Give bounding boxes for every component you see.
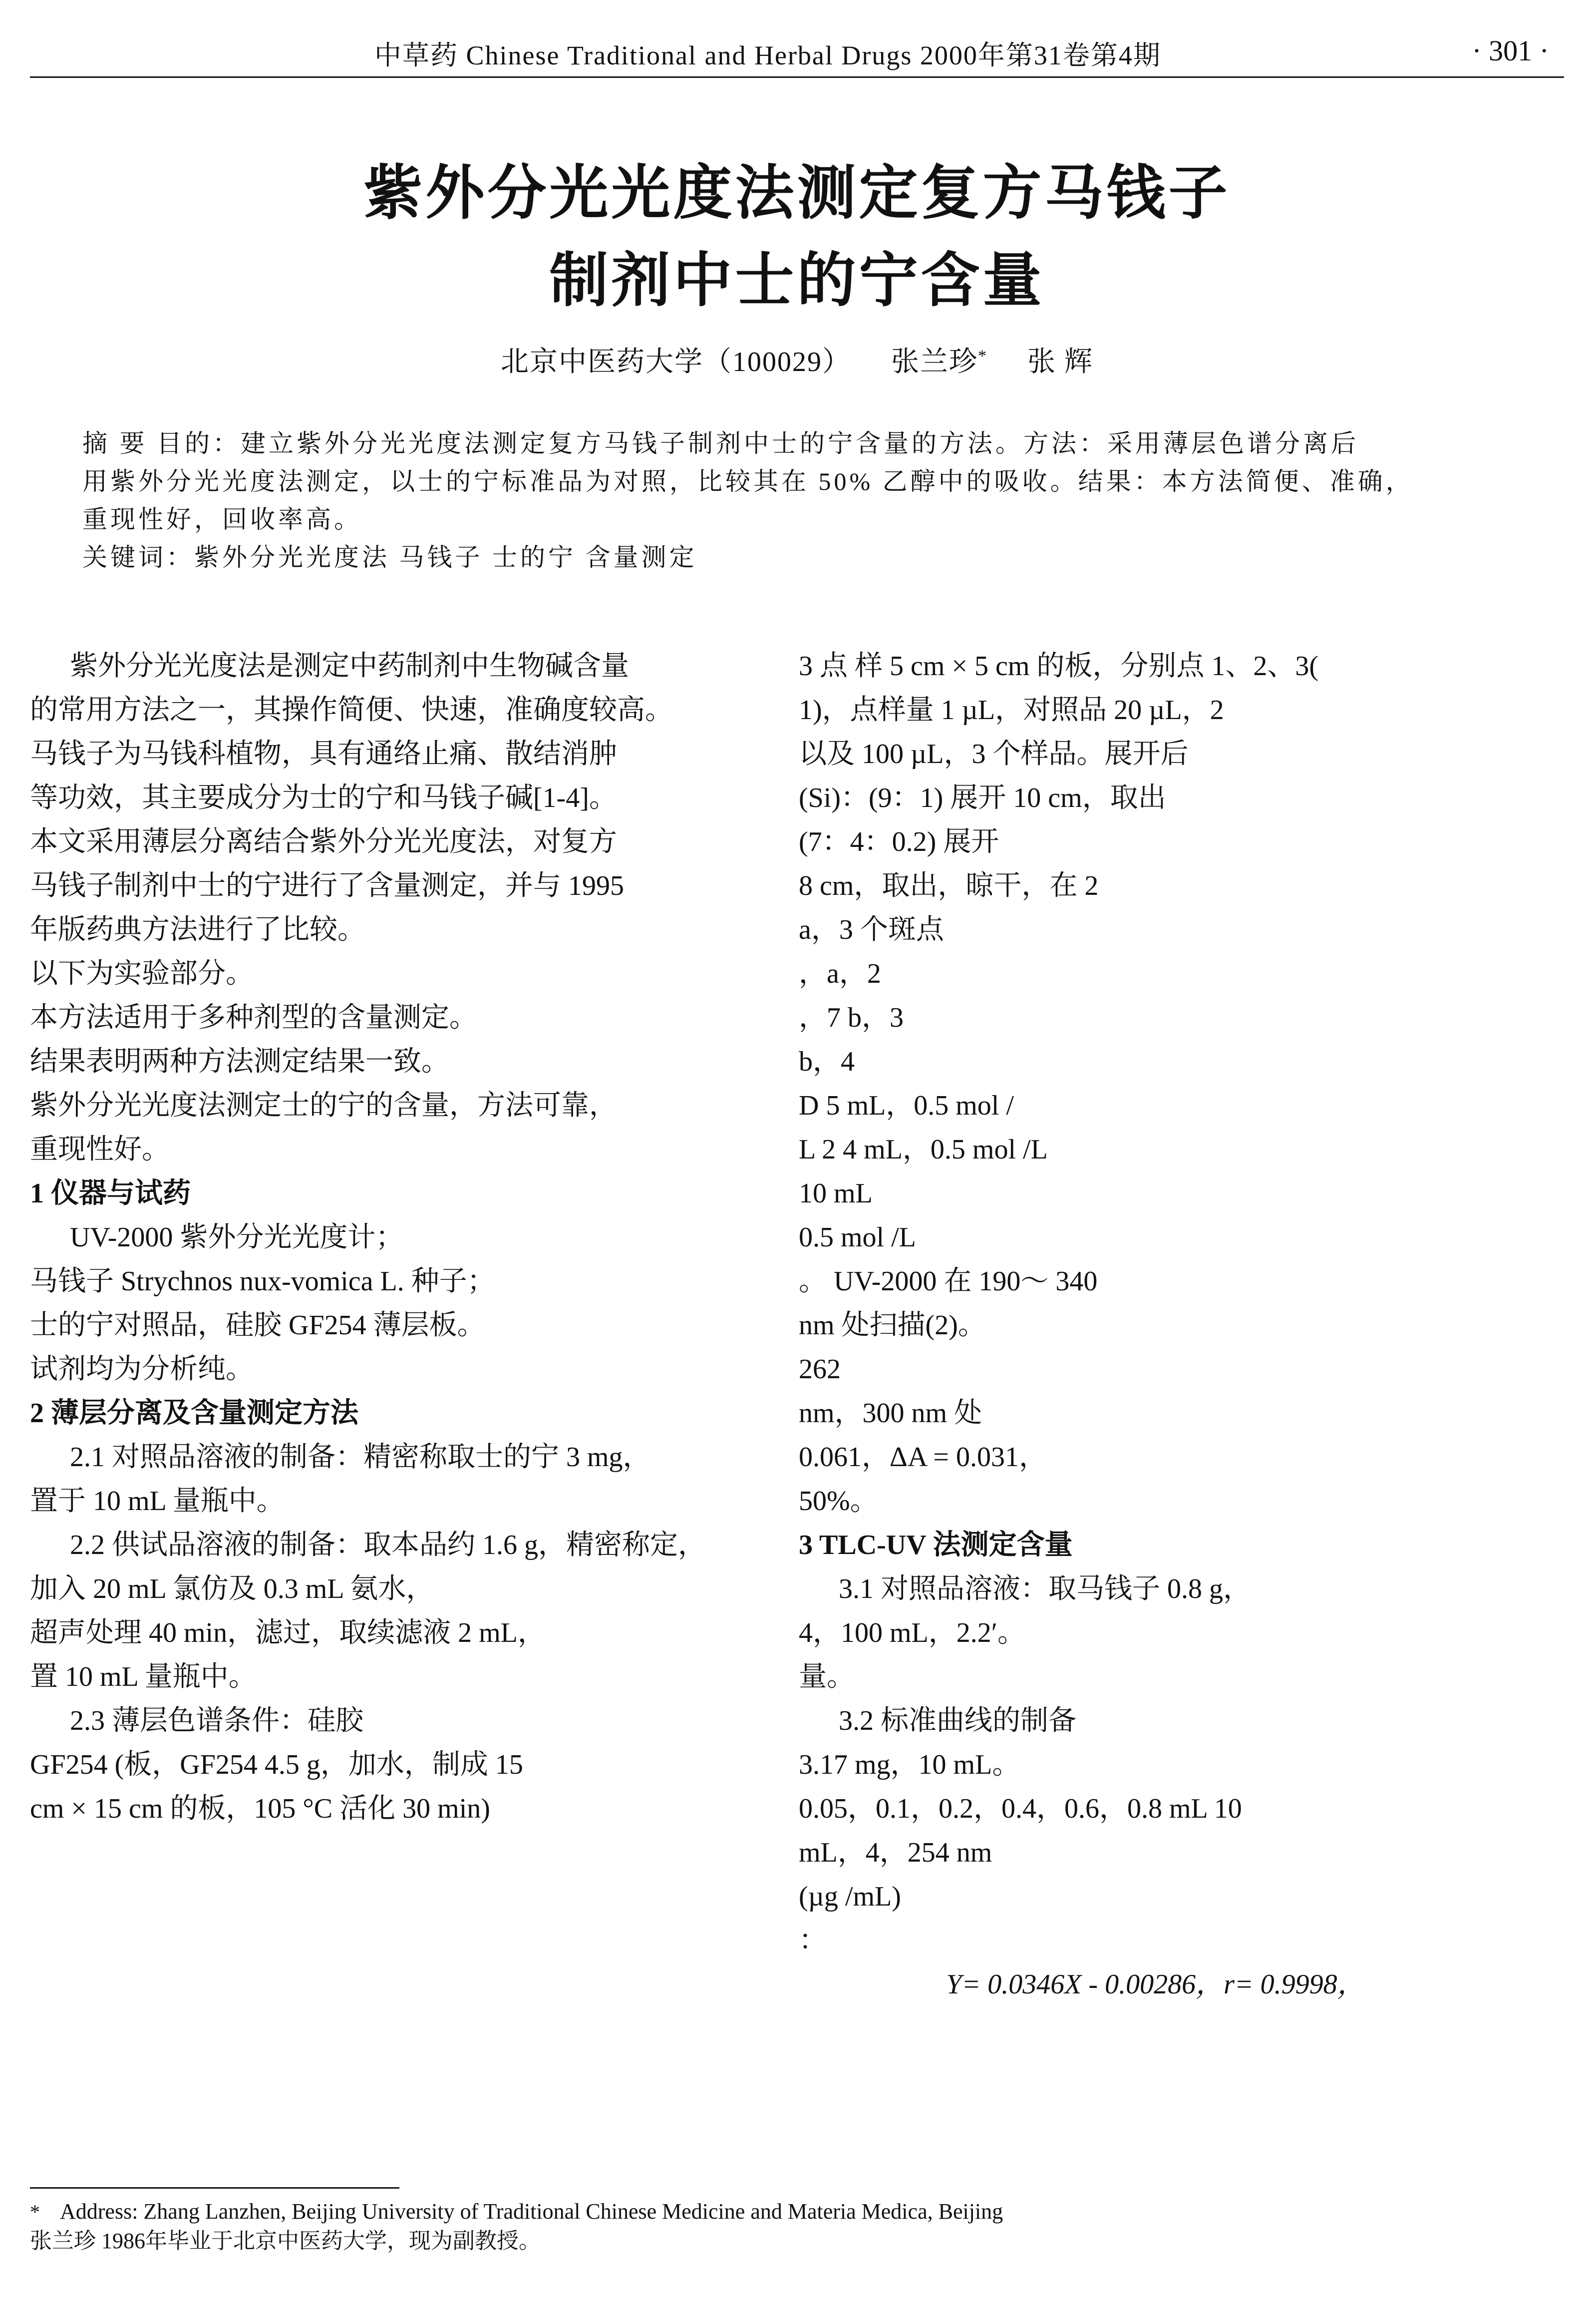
paragraph: UV-2000 紫外分光光度计； xyxy=(70,1222,404,1253)
paragraph: 试剂均为分析纯。 xyxy=(30,1354,254,1385)
header-rule xyxy=(30,76,1564,78)
regression-equation: Y= 0.0346X - 0.00286，r= 0.9998， xyxy=(946,1969,1365,2000)
paragraph: 超声处理 40 min，滤过，取续滤液 2 mL， xyxy=(30,1617,546,1648)
paragraph: 2.1 对照品溶液的制备：精密称取士的宁 3 mg， xyxy=(70,1442,651,1473)
paragraph: a，3 个斑点 xyxy=(799,914,944,945)
paragraph: 量。 xyxy=(799,1661,855,1692)
paragraph: 262 xyxy=(799,1354,841,1385)
paragraph: 紫外分光光度法测定士的宁的含量，方法可靠， xyxy=(30,1090,617,1121)
paragraph: D 5 mL，0.5 mol / xyxy=(799,1090,1014,1121)
author-line xyxy=(0,340,1594,380)
paragraph: 马钱子 Strychnos nux-vomica L. 种子； xyxy=(30,1266,495,1297)
paragraph: 。 UV-2000 在 190～ 340 xyxy=(799,1266,1098,1297)
paragraph: 重现性好。 xyxy=(30,1134,170,1165)
paragraph: GF254 (板，GF254 4.5 g，加水，制成 15 xyxy=(30,1749,523,1780)
section-heading-3: 3 TLC-UV 法测定含量 xyxy=(799,1530,1073,1560)
running-head: 中草药 Chinese Traditional and Herbal Drugs 2000年第31卷第4期 xyxy=(374,40,1161,70)
paragraph: 3.1 对照品溶液：取马钱子 0.8 g， xyxy=(839,1573,1251,1604)
paragraph: 本文采用薄层分离结合紫外分光光度法，对复方 xyxy=(30,826,617,857)
paragraph: 士的宁对照品，硅胶 GF254 薄层板。 xyxy=(30,1310,485,1341)
author-2: 张 辉 xyxy=(1027,347,1093,378)
footnote xyxy=(30,2197,1564,2256)
paragraph: (Si)：(9：1) 展开 10 cm，取出 xyxy=(799,782,1166,813)
paragraph: 结果表明两种方法测定结果一致。 xyxy=(30,1046,449,1077)
paragraph: 紫外分光光度法是测定中药制剂中生物碱含量 xyxy=(70,651,629,682)
paragraph: 以及 100 µL，3 个样品。展开后 xyxy=(799,739,1189,770)
paragraph: cm × 15 cm 的板，105 °C 活化 30 min) xyxy=(30,1793,490,1824)
running-header xyxy=(30,24,1564,79)
footnote-rule xyxy=(30,2187,399,2189)
keywords: 关键词：紫外分光光度法 马钱子 士的宁 含量测定 xyxy=(82,543,697,571)
paragraph: 8 cm，取出，晾干，在 2 xyxy=(799,870,1099,901)
paragraph: 马钱子为马钱科植物，具有通络止痛、散结消肿 xyxy=(30,739,617,770)
paragraph: 2.3 薄层色谱条件：硅胶 xyxy=(70,1705,363,1736)
abstract xyxy=(82,424,1512,576)
paragraph: 置于 10 mL 量瓶中。 xyxy=(30,1486,285,1517)
title-line-1: 紫外分光光度法测定复方马钱子 xyxy=(363,161,1231,226)
left-column xyxy=(30,644,744,1831)
corresponding-marker: * xyxy=(978,347,987,366)
paragraph: 的常用方法之一，其操作简便、快速，准确度较高。 xyxy=(30,695,673,726)
article-title xyxy=(0,150,1594,325)
page-number: · 301 · xyxy=(1472,34,1549,67)
section-heading-1: 1 仪器与试药 xyxy=(30,1178,191,1209)
paragraph: 50%。 xyxy=(799,1486,878,1517)
paragraph: ： xyxy=(799,1925,827,1956)
paragraph: 2.2 供试品溶液的制备：取本品约 1.6 g，精密称定， xyxy=(70,1530,706,1560)
paragraph: 本方法适用于多种剂型的含量测定。 xyxy=(30,1002,477,1033)
paragraph: ，7 b，3 xyxy=(799,1002,904,1033)
paragraph: 马钱子制剂中士的宁进行了含量测定，并与 1995 xyxy=(30,870,624,901)
footnote-marker: * xyxy=(30,2201,40,2223)
paragraph: 加入 20 mL 氯仿及 0.3 mL 氨水， xyxy=(30,1573,434,1604)
footnote-address: Address: Zhang Lanzhen, Beijing University of Traditional Chinese Medicine and Materia Medica, Beijing xyxy=(60,2199,1003,2224)
paragraph: 0.5 mol /L xyxy=(799,1222,916,1253)
paragraph: mL，4，254 nm xyxy=(799,1837,992,1868)
paragraph: 1)，点样量 1 µL，对照品 20 µL，2 xyxy=(799,695,1224,726)
paragraph: 4，100 mL，2.2′。 xyxy=(799,1617,1026,1648)
title-line-2: 制剂中士的宁含量 xyxy=(549,248,1045,314)
affiliation: 北京中医药大学（100029） xyxy=(501,347,851,378)
footnote-bio: 张兰珍 1986年毕业于北京中医药大学，现为副教授。 xyxy=(30,2229,541,2253)
paragraph: 3.17 mg，10 mL。 xyxy=(799,1749,1020,1780)
abstract-line-1: 摘 要 目的：建立紫外分光光度法测定复方马钱子制剂中士的宁含量的方法。方法：采用薄层色谱分离后 xyxy=(82,429,1359,457)
paragraph: 3.2 标准曲线的制备 xyxy=(839,1705,1076,1736)
paragraph: 年版药典方法进行了比较。 xyxy=(30,914,365,945)
section-heading-2: 2 薄层分离及含量测定方法 xyxy=(30,1398,358,1429)
abstract-line-2: 用紫外分光光度法测定，以士的宁标准品为对照，比较其在 50% 乙醇中的吸收。结果：本方法简便、准确， xyxy=(82,467,1414,495)
paragraph: 0.05，0.1，0.2，0.4，0.6，0.8 mL 10 xyxy=(799,1793,1242,1824)
paragraph: (µg /mL) xyxy=(799,1881,901,1912)
paragraph: ，a，2 xyxy=(799,958,881,989)
paragraph: (7：4：0.2) 展开 xyxy=(799,826,999,857)
paragraph: 置 10 mL 量瓶中。 xyxy=(30,1661,257,1692)
paragraph: 10 mL xyxy=(799,1178,873,1209)
paragraph: nm，300 nm 处 xyxy=(799,1398,982,1429)
abstract-line-3: 重现性好，回收率高。 xyxy=(82,505,362,533)
paragraph: b，4 xyxy=(799,1046,855,1077)
author-1: 张兰珍 xyxy=(891,347,978,378)
paragraph: 3 点 样 5 cm × 5 cm 的板，分别点 1、2、3( xyxy=(799,651,1319,682)
paragraph: L 2 4 mL，0.5 mol /L xyxy=(799,1134,1048,1165)
paragraph: nm 处扫描(2)。 xyxy=(799,1310,986,1341)
paragraph: 以下为实验部分。 xyxy=(30,958,254,989)
paragraph: 等功效，其主要成分为士的宁和马钱子碱[1-4]。 xyxy=(30,782,617,813)
paragraph: 0.061，ΔA = 0.031， xyxy=(799,1442,1047,1473)
right-column xyxy=(799,644,1513,2006)
